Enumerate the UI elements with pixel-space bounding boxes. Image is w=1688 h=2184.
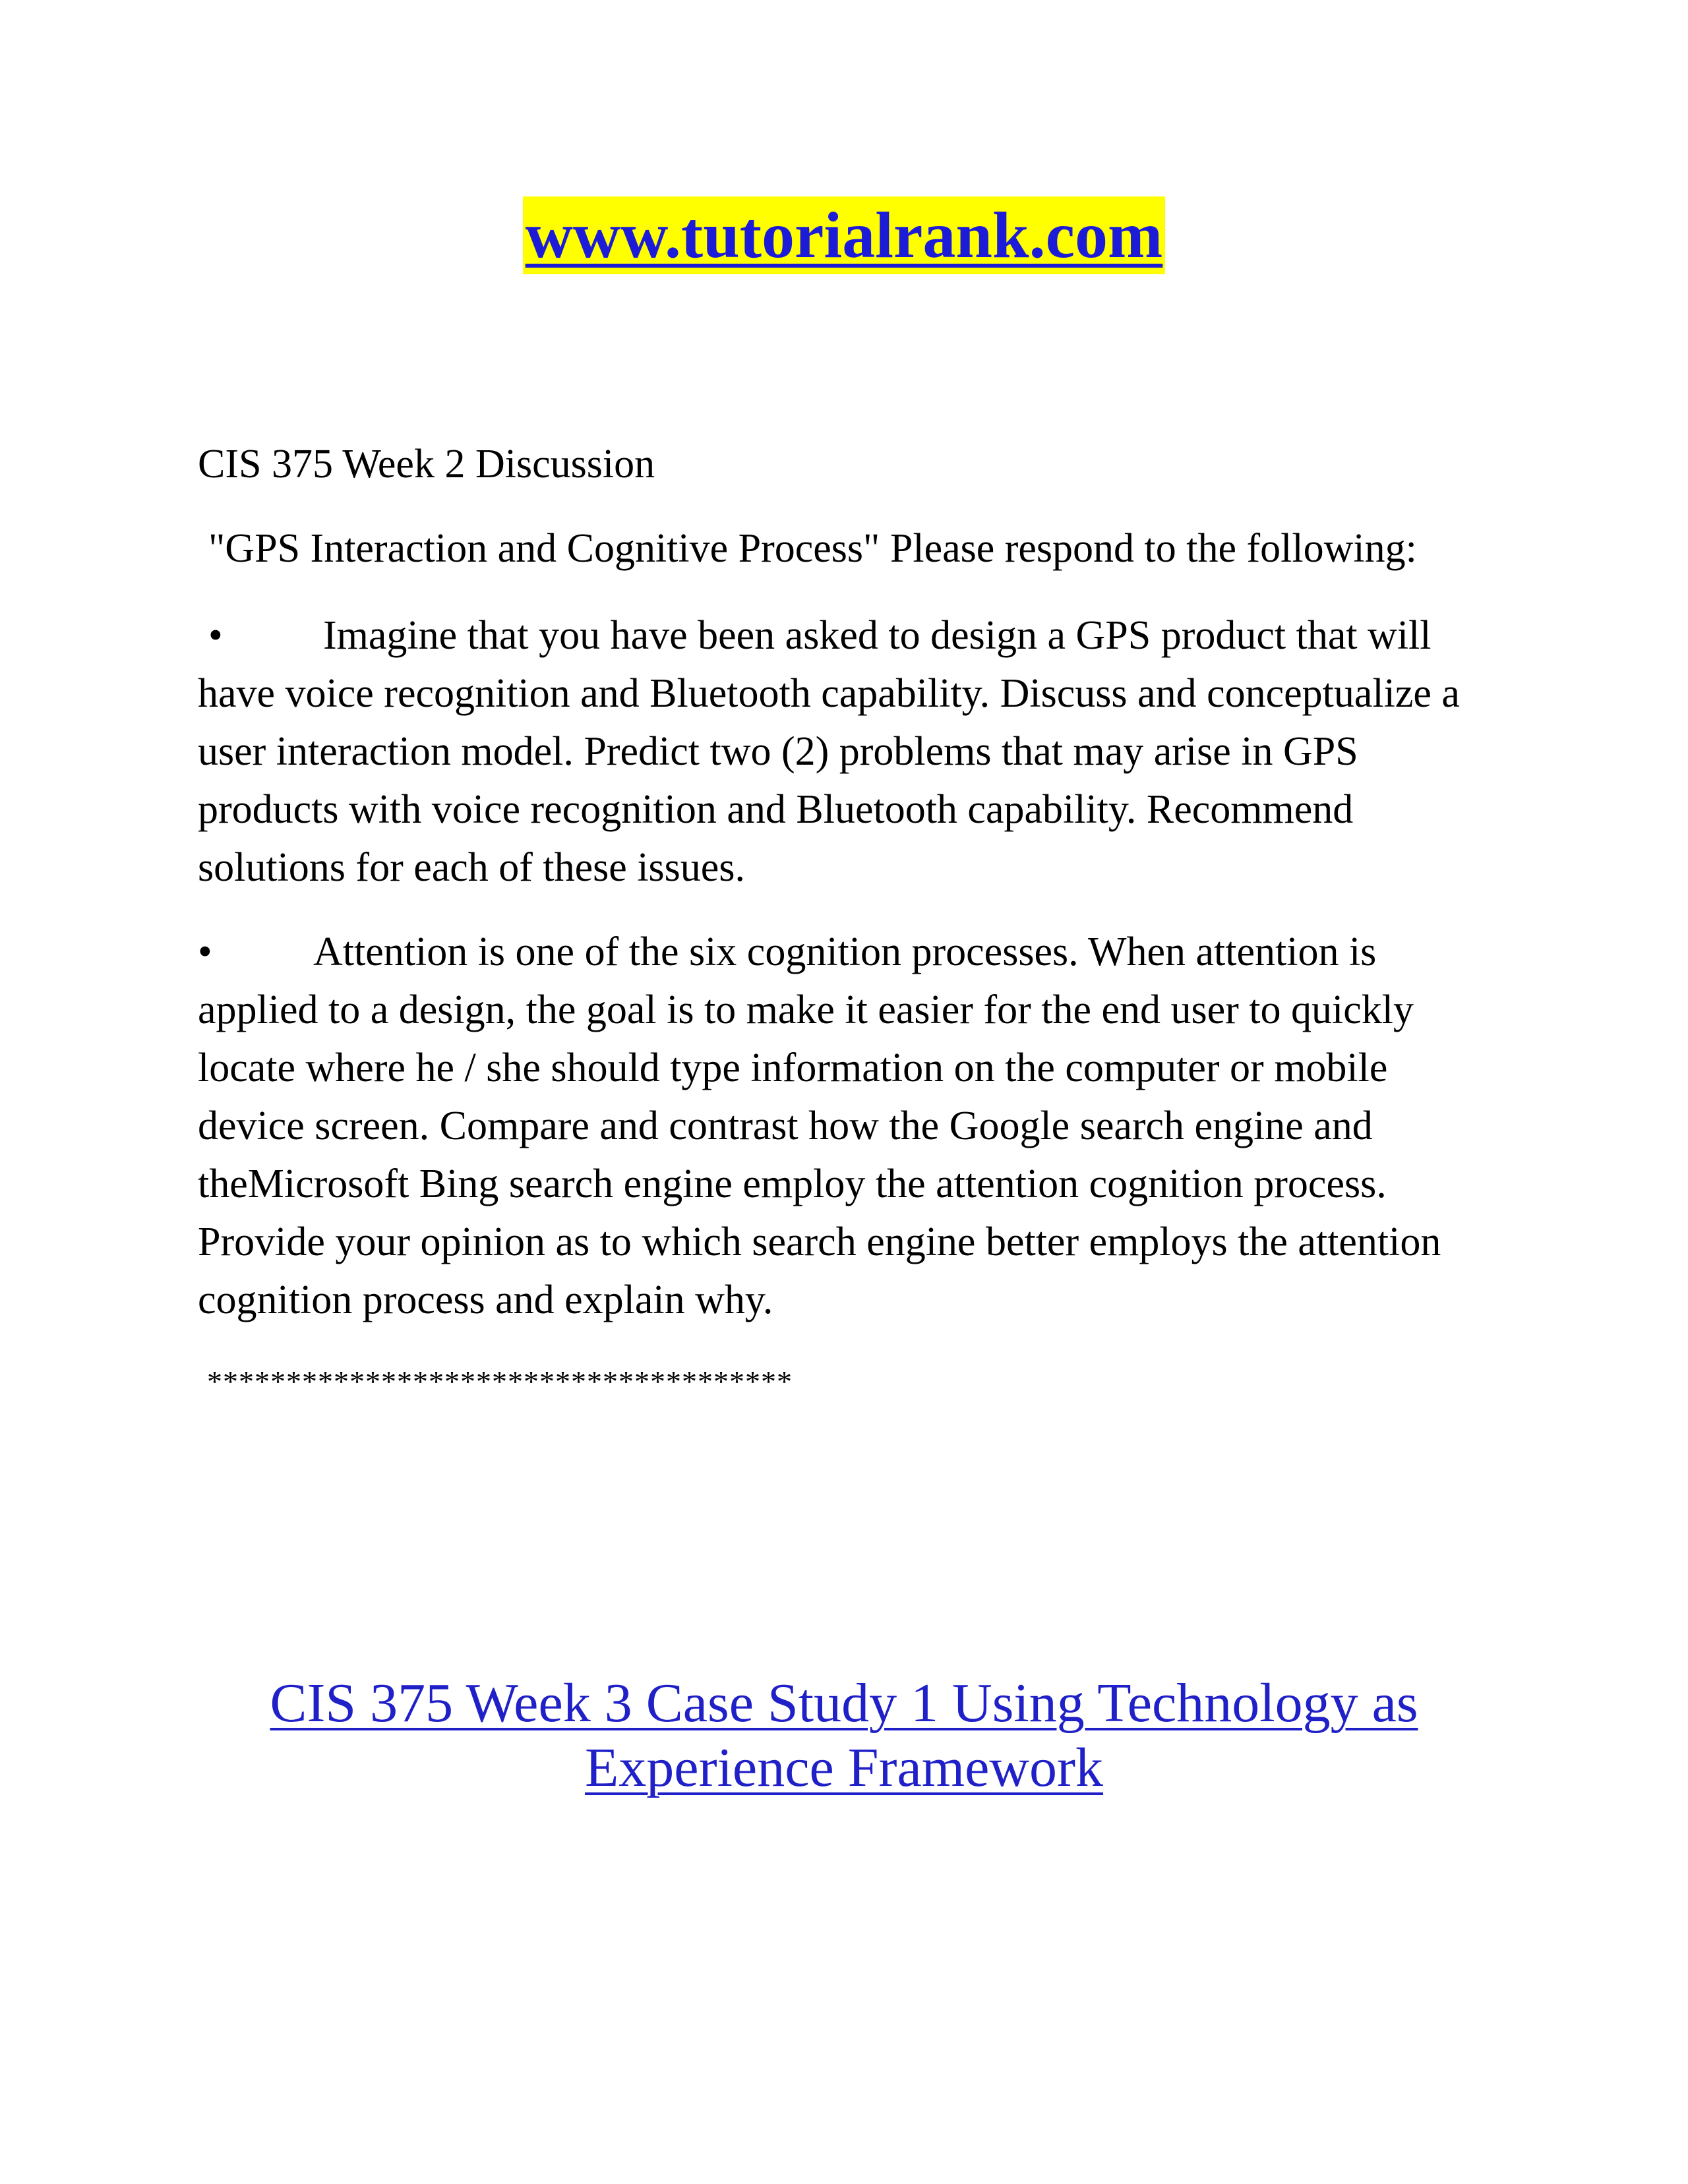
bullet-text: Imagine that you have been asked to design a GPS product that will have voice recognition and Bluetooth capability. Discuss and conceptualize a user interaction model. Predict two (2) problems that may arise in GPS products with voice recognition and Bluetooth capability. Recommend solutions for each of these issues. <box>198 613 1460 890</box>
next-link-container <box>0 1671 1688 1800</box>
bullet-marker: • <box>198 930 212 974</box>
separator-line: ************************************* <box>207 1365 793 1398</box>
site-link-container <box>0 196 1688 274</box>
document-body <box>198 435 1503 1408</box>
next-assignment-link[interactable]: CIS 375 Week 3 Case Study 1 Using Technology as Experience Framework <box>270 1672 1418 1798</box>
site-link[interactable]: www.tutorialrank.com <box>523 196 1166 274</box>
discussion-heading: CIS 375 Week 2 Discussion <box>198 442 655 487</box>
bullet-text: Attention is one of the six cognition processes. When attention is applied to a design, the goal is to make it easier for the end user to quickly locate where he / she should type information on the computer or mobile device screen. Compare and contrast how the Google search engine and theMicrosoft Bing search engine employ the attention cognition process. Provide your opinion as to which search engine better employs the attention cognition process and explain why. <box>198 930 1441 1322</box>
bullet-item <box>198 606 1503 897</box>
bullet-marker: • <box>208 613 223 658</box>
bullet-item <box>198 923 1503 1329</box>
discussion-intro: "GPS Interaction and Cognitive Process" Please respond to the following: <box>208 526 1417 571</box>
